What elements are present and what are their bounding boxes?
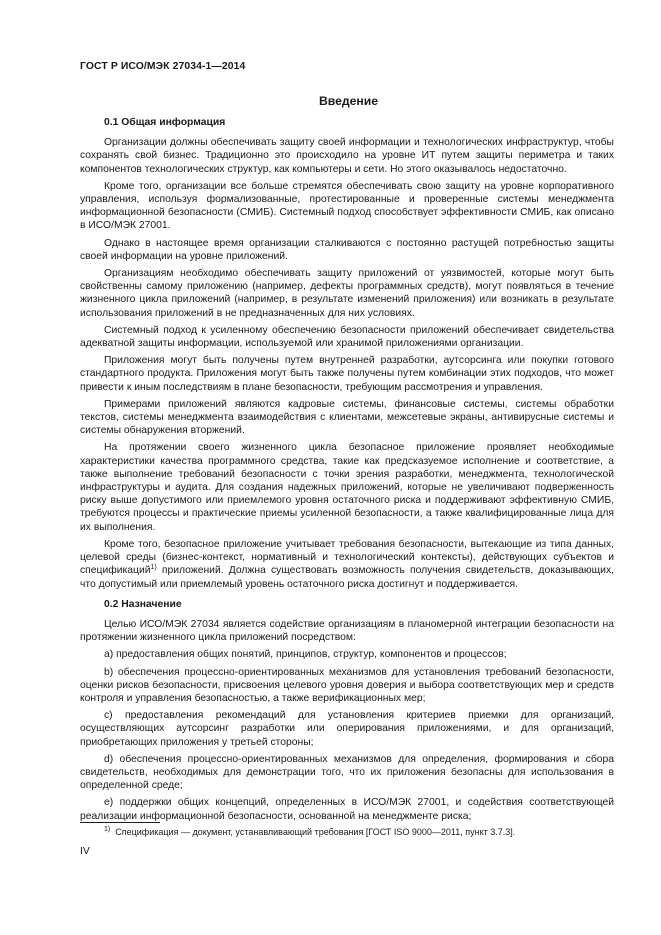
paragraph: Организации должны обеспечивать защиту своей информации и технологических инфраструктур, чтобы сохранять свой бизнес. Традиционно это происходило на уровне ИТ путем защиты периметра и таких компонентов технологических структур, как компьютеры и сети. Но этого оказывалось недостаточно. — [80, 137, 614, 175]
paragraph: Однако в настоящее время организации сталкиваются с постоянно растущей потребностью защиты своей информации на уровне приложений. — [80, 237, 614, 262]
paragraph: Примерами приложений являются кадровые системы, финансовые системы, системы обработки текстов, системы менеджмента взаимодействия с клиентами, межсетевые экраны, антивирусные системы и системы обнаружения вторжений. — [80, 398, 614, 437]
page-number: IV — [80, 846, 90, 857]
footnote-text: Спецификация — документ, устанавливающий требования [ГОСТ ISO 9000—2011, пункт 3.7.3]. — [115, 827, 516, 837]
paragraph-text-part-1: Кроме того, безопасное приложение учитывает требования безопасности, вытекающие из типа данных, целевой среды (бизнес-контекст, нормативный и технологический контексты), действующих субъектов и спецификаций — [80, 538, 614, 577]
document-body — [80, 116, 614, 827]
list-item: b) обеспечения процессно-ориентированных механизмов для установления требований безопасности, оценки рисков безопасности, присвоения целевого уровня доверия и выбора соответствующих мер и средств контроля и управления безопасностью, а также верификационных мер; — [80, 666, 614, 704]
paragraph-text-part-2: приложений. Должна существовать возможность получения свидетельств, доказывающих, что допустимый или приемлемый уровень остаточного риска достигнут и поддерживается. — [80, 565, 614, 590]
footnote-divider — [80, 822, 160, 823]
paragraph-with-footnote — [80, 538, 614, 591]
footnote — [80, 827, 614, 838]
list-item: c) предоставления рекомендаций для установления критериев приемки для организаций, осуществляющих аутсорсинг разработки или оперирования приложениями, и для организаций, приобретающих приложения у третьей стороны; — [80, 710, 614, 748]
list-item: e) поддержки общих концепций, определенных в ИСО/МЭК 27001, и содействия соответствующей реализации информационной безопасности, основанной на менеджменте риска; — [80, 797, 614, 822]
list-item: d) обеспечения процессно-ориентированных механизмов для определения, формирования и сбора свидетельств, необходимых для демонстрации того, что их приложения безопасны для использования в определенной среде; — [80, 753, 614, 792]
section-heading-purpose: 0.2 Назначение — [104, 598, 182, 610]
standard-designation: ГОСТ Р ИСО/МЭК 27034-1—2014 — [80, 61, 246, 72]
list-item: a) предоставления общих понятий, принципов, структур, компонентов и процессов; — [104, 649, 507, 661]
paragraph: Организациям необходимо обеспечивать защиту приложений от уязвимостей, которые могут быть свойственны самому приложению (например, дефекты программных средств), могут появляться в течение жизненного цикла приложений (например, в результате изменений приложения) или возникать в результате использования приложений в не предназначенных для них условиях. — [80, 268, 614, 319]
paragraph: Кроме того, организации все больше стремятся обеспечивать свою защиту на уровне корпоративного управления, используя формализованные, протестированные и проверенные системы менеджмента информационной безопасности (СМИБ). Системный подход способствует эффективности СМИБ, как описано в ИСО/МЭК 27001. — [80, 180, 614, 232]
section-heading-general: 0.1 Общая информация — [104, 117, 226, 128]
footnote-marker: 1) — [104, 826, 111, 833]
paragraph: Системный подход к усиленному обеспечению безопасности приложений обеспечивает свидетельства адекватной защиты информации, используемой или хранимой приложениями организации. — [80, 324, 614, 350]
paragraph: На протяжении своего жизненного цикла безопасное приложение проявляет необходимые характеристики качества программного средства, такие как предсказуемое исполнение и соответствие, а также выполнение требований безопасности с точки зрения разработки, менеджмента, технологической инфраструктуры и аудита. Для создания надежных приложений, которые не увеличивают подверженность риску выше допустимого или приемлемого уровня остаточного риска и поддерживают эффективную СМИБ, требуются процессы и практические приемы усиленной безопасности, а также квалифицированные лица для их выполнения. — [80, 442, 614, 533]
page-title: Введение — [318, 94, 379, 108]
footnote-reference: 1) — [150, 564, 157, 572]
paragraph: Целью ИСО/МЭК 27034 является содействие организациям в планомерной интеграции безопасности на протяжении жизненного цикла приложений посредством: — [80, 618, 614, 644]
paragraph: Приложения могут быть получены путем внутренней разработки, аутсорсинга или покупки готового стандартного продукта. Приложения могут быть также получены путем комбинации этих подходов, что может привести к иным последствиям в плане безопасности, требующим рассмотрения и управления. — [80, 355, 614, 393]
